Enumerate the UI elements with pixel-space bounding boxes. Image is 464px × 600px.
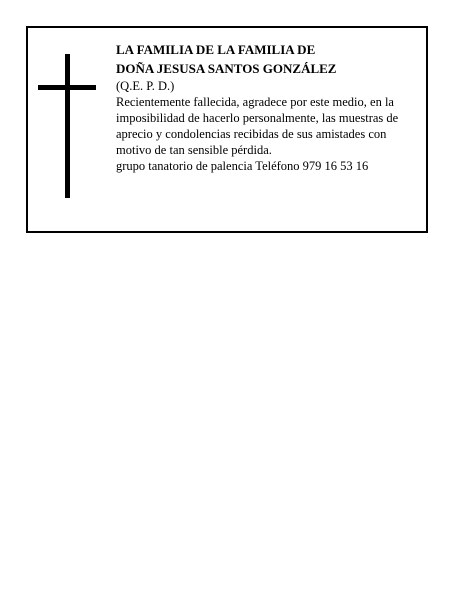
cross-horizontal-bar bbox=[38, 85, 96, 90]
rip-text: (Q.E. P. D.) bbox=[116, 79, 175, 93]
notice-text-block bbox=[116, 40, 422, 174]
gratitude-message: Recientemente fallecida, agradece por este medio, en la imposibilidad de hacerlo personalmente, las muestras de aprecio y condolencias recibidas de sus amistades con motivo de tan sensible pérdida. bbox=[116, 95, 399, 157]
heading-family: LA FAMILIA DE LA FAMILIA DE bbox=[116, 42, 316, 57]
cross-vertical-bar bbox=[65, 54, 70, 198]
funeral-home-contact: grupo tanatorio de palencia Teléfono 979 16 53 16 bbox=[116, 159, 369, 173]
latin-cross-icon bbox=[38, 54, 96, 198]
obituary-notice bbox=[26, 26, 428, 233]
heading-deceased-name: DOÑA JESUSA SANTOS GONZÁLEZ bbox=[116, 61, 337, 76]
